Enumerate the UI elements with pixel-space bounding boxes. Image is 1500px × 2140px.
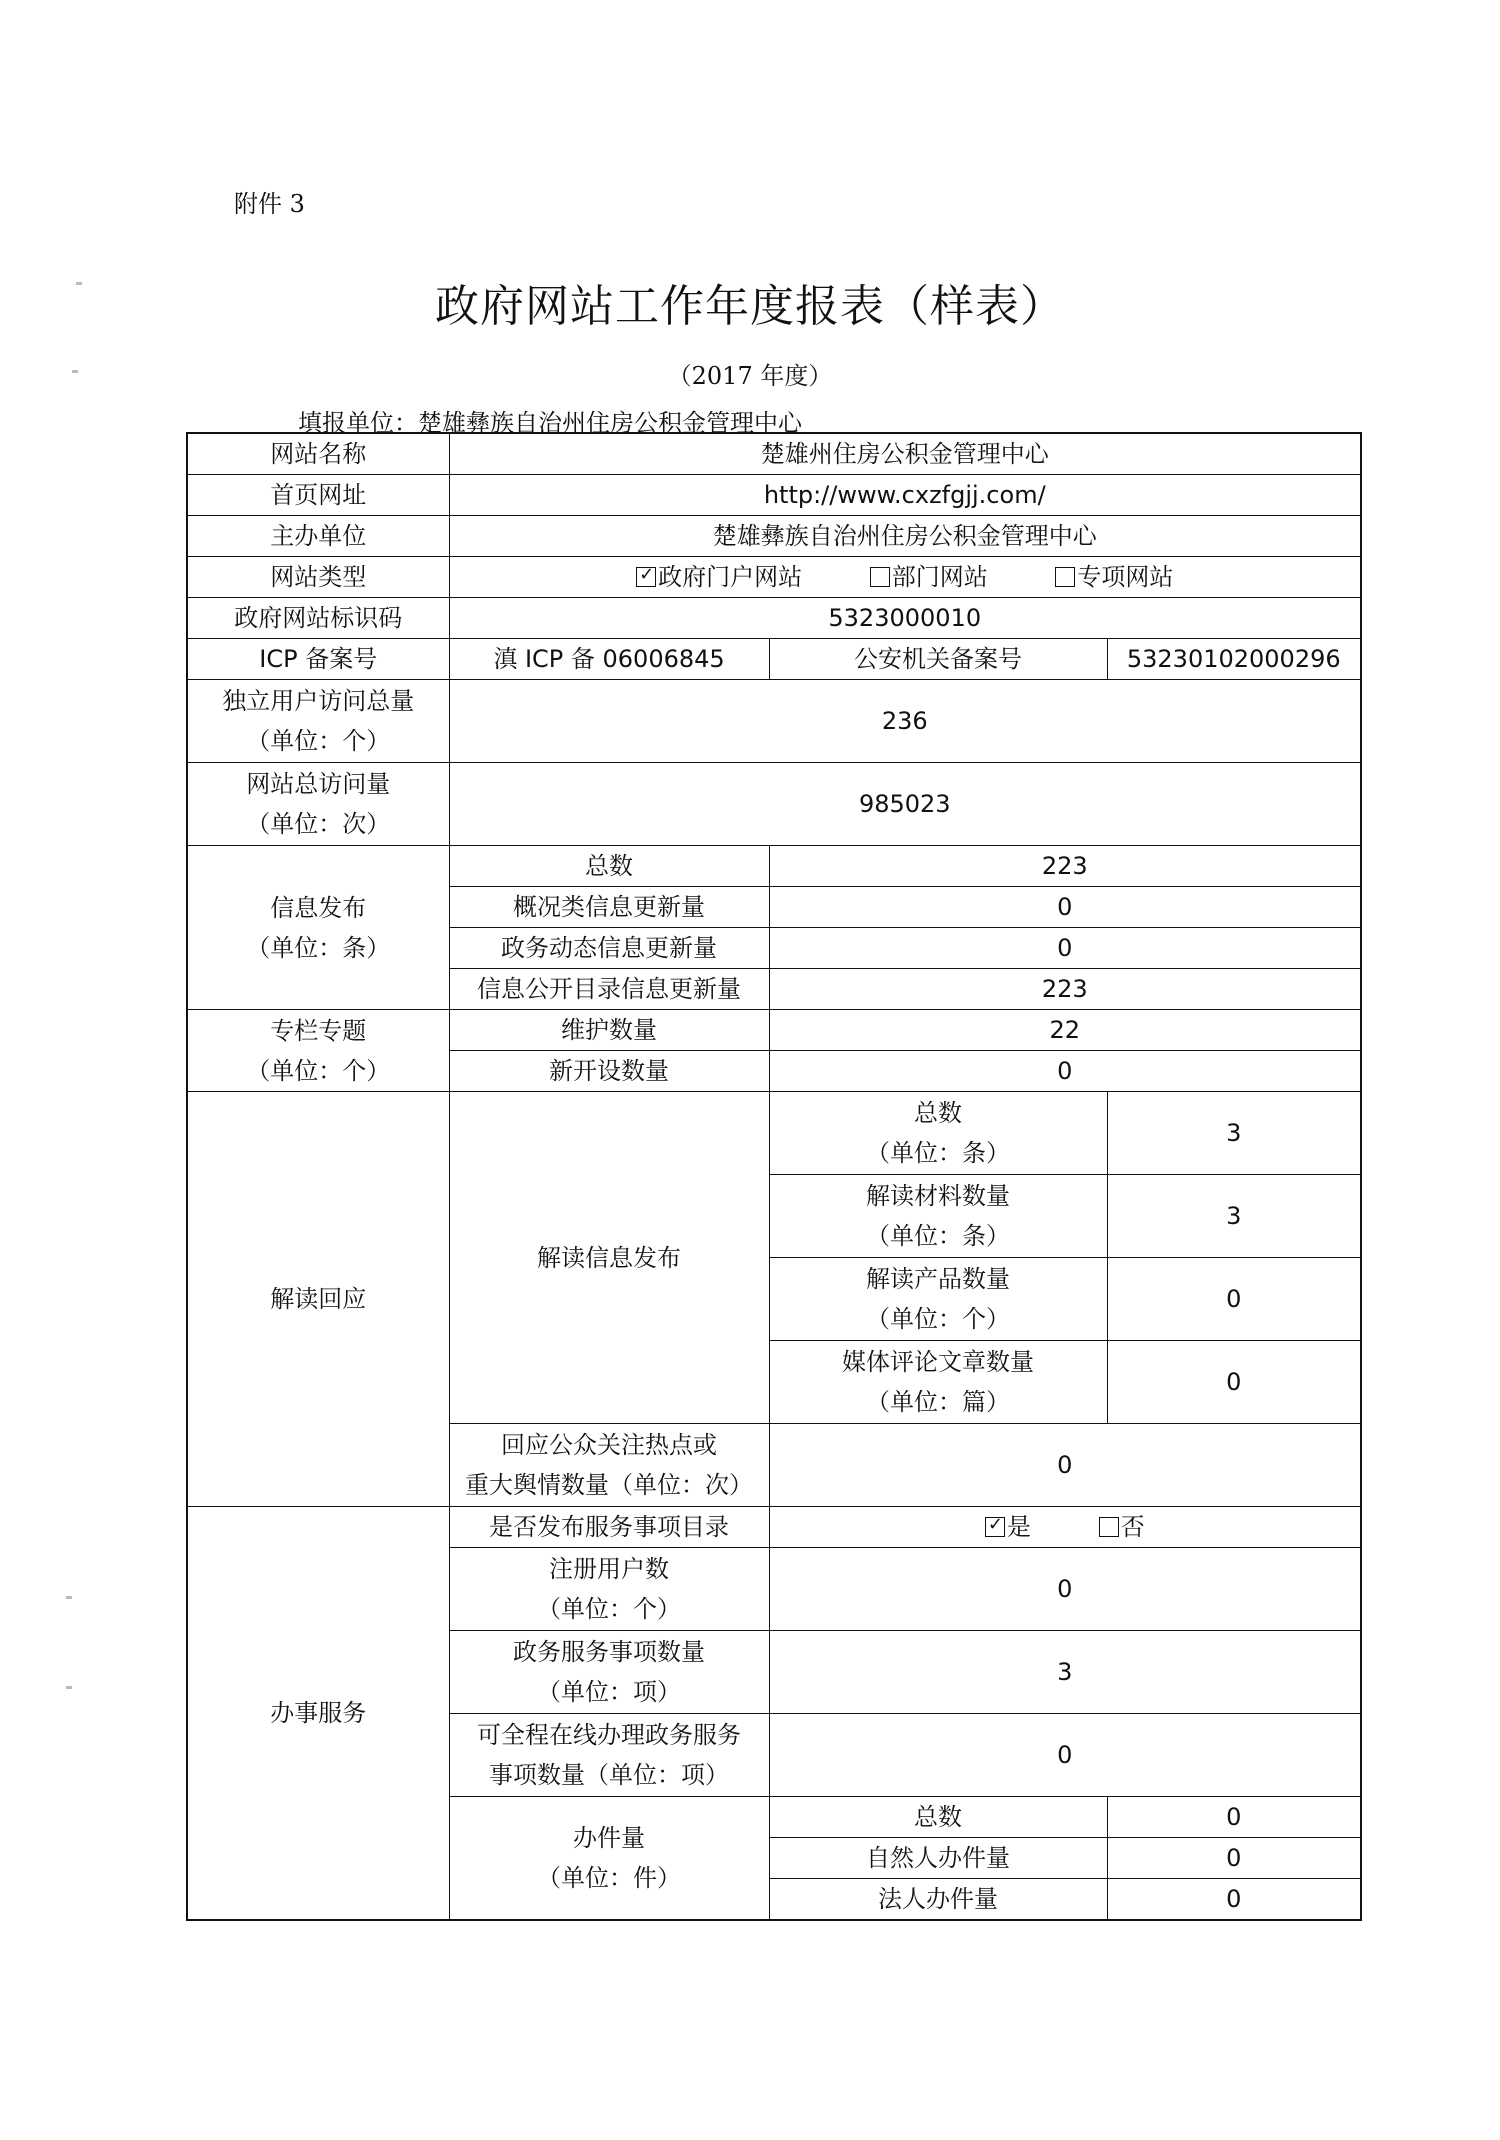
- row-site-type: [187, 557, 1361, 598]
- service-catalog-options: [769, 1507, 1361, 1548]
- interp-item-value: 0: [1107, 1341, 1361, 1424]
- scan-speck: [66, 1686, 72, 1689]
- organizer-label: 主办单位: [187, 516, 449, 557]
- interp-item-value: 0: [1107, 1258, 1361, 1341]
- cases-item-value: 0: [1107, 1879, 1361, 1921]
- gov-site-id-label: 政府网站标识码: [187, 598, 449, 639]
- interpretation-label: 解读回应: [187, 1092, 449, 1507]
- interp-item-label: 总数 （单位：条）: [769, 1092, 1107, 1175]
- info-item-value: 0: [769, 887, 1361, 928]
- info-item-value: 223: [769, 846, 1361, 887]
- row-gov-site-id: [187, 598, 1361, 639]
- catalog-option-no: 否: [1099, 1507, 1145, 1547]
- info-publish-label: 信息发布 （单位：条）: [187, 846, 449, 1010]
- service-items-value: 3: [769, 1631, 1361, 1714]
- columns-item-label: 维护数量: [449, 1010, 769, 1051]
- columns-item-label: 新开设数量: [449, 1051, 769, 1092]
- row-organizer: [187, 516, 1361, 557]
- row-columns-maintained: [187, 1010, 1361, 1051]
- unique-visitors-value: 236: [449, 680, 1361, 763]
- icp-label: ICP 备案号: [187, 639, 449, 680]
- site-type-option-special: 专项网站: [1055, 557, 1173, 597]
- filling-unit: 填报单位：楚雄彝族自治州住房公积金管理中心: [298, 409, 802, 437]
- info-item-value: 0: [769, 928, 1361, 969]
- interp-response-value: 0: [769, 1424, 1361, 1507]
- services-label: 办事服务: [187, 1507, 449, 1921]
- columns-item-value: 0: [769, 1051, 1361, 1092]
- columns-item-value: 22: [769, 1010, 1361, 1051]
- site-type-label: 网站类型: [187, 557, 449, 598]
- info-item-label: 政务动态信息更新量: [449, 928, 769, 969]
- gov-site-id-value: 5323000010: [449, 598, 1361, 639]
- checked-checkbox-icon: ✓: [985, 1517, 1005, 1537]
- attachment-label: 附件 3: [234, 190, 305, 218]
- cases-item-value: 0: [1107, 1797, 1361, 1838]
- registered-users-label: 注册用户数 （单位：个）: [449, 1548, 769, 1631]
- interp-item-value: 3: [1107, 1092, 1361, 1175]
- cases-item-label: 法人办件量: [769, 1879, 1107, 1921]
- interp-item-label: 媒体评论文章数量 （单位：篇）: [769, 1341, 1107, 1424]
- catalog-option-yes: ✓ 是: [985, 1507, 1031, 1547]
- online-items-value: 0: [769, 1714, 1361, 1797]
- row-site-name: [187, 433, 1361, 475]
- info-item-label: 信息公开目录信息更新量: [449, 969, 769, 1010]
- site-type-option-portal: ✓ 政府门户网站: [636, 557, 802, 597]
- site-name-value: 楚雄州住房公积金管理中心: [449, 433, 1361, 475]
- row-info-total: [187, 846, 1361, 887]
- report-year: （2017 年度）: [667, 362, 833, 390]
- empty-checkbox-icon: [1099, 1517, 1119, 1537]
- interpretation-publish-label: 解读信息发布: [449, 1092, 769, 1424]
- page-title: 政府网站工作年度报表（样表）: [435, 281, 1065, 332]
- homepage-label: 首页网址: [187, 475, 449, 516]
- row-icp: [187, 639, 1361, 680]
- total-visits-label: 网站总访问量 （单位：次）: [187, 763, 449, 846]
- empty-checkbox-icon: [870, 567, 890, 587]
- service-items-label: 政务服务事项数量 （单位：项）: [449, 1631, 769, 1714]
- police-record-value: 53230102000296: [1107, 639, 1361, 680]
- row-total-visits: [187, 763, 1361, 846]
- columns-label: 专栏专题 （单位：个）: [187, 1010, 449, 1092]
- organizer-value: 楚雄彝族自治州住房公积金管理中心: [449, 516, 1361, 557]
- empty-checkbox-icon: [1055, 567, 1075, 587]
- row-unique-visitors: [187, 680, 1361, 763]
- interp-item-label: 解读材料数量 （单位：条）: [769, 1175, 1107, 1258]
- site-name-label: 网站名称: [187, 433, 449, 475]
- site-type-option-department: 部门网站: [870, 557, 988, 597]
- interp-response-label: 回应公众关注热点或 重大舆情数量（单位：次）: [449, 1424, 769, 1507]
- row-interp-total: [187, 1092, 1361, 1175]
- cases-label: 办件量 （单位：件）: [449, 1797, 769, 1921]
- police-record-label: 公安机关备案号: [769, 639, 1107, 680]
- row-service-catalog: [187, 1507, 1361, 1548]
- row-homepage: [187, 475, 1361, 516]
- registered-users-value: 0: [769, 1548, 1361, 1631]
- interp-item-value: 3: [1107, 1175, 1361, 1258]
- icp-value: 滇 ICP 备 06006845: [449, 639, 769, 680]
- cases-item-value: 0: [1107, 1838, 1361, 1879]
- report-table: [186, 432, 1362, 1921]
- service-catalog-label: 是否发布服务事项目录: [449, 1507, 769, 1548]
- total-visits-value: 985023: [449, 763, 1361, 846]
- info-item-label: 概况类信息更新量: [449, 887, 769, 928]
- info-item-label: 总数: [449, 846, 769, 887]
- unique-visitors-label: 独立用户访问总量 （单位：个）: [187, 680, 449, 763]
- site-type-options: [449, 557, 1361, 598]
- info-item-value: 223: [769, 969, 1361, 1010]
- online-items-label: 可全程在线办理政务服务 事项数量（单位：项）: [449, 1714, 769, 1797]
- checked-checkbox-icon: ✓: [636, 567, 656, 587]
- homepage-url: http://www.cxzfgjj.com/: [449, 475, 1361, 516]
- cases-item-label: 总数: [769, 1797, 1107, 1838]
- cases-item-label: 自然人办件量: [769, 1838, 1107, 1879]
- scan-speck: [66, 1596, 72, 1599]
- interp-item-label: 解读产品数量 （单位：个）: [769, 1258, 1107, 1341]
